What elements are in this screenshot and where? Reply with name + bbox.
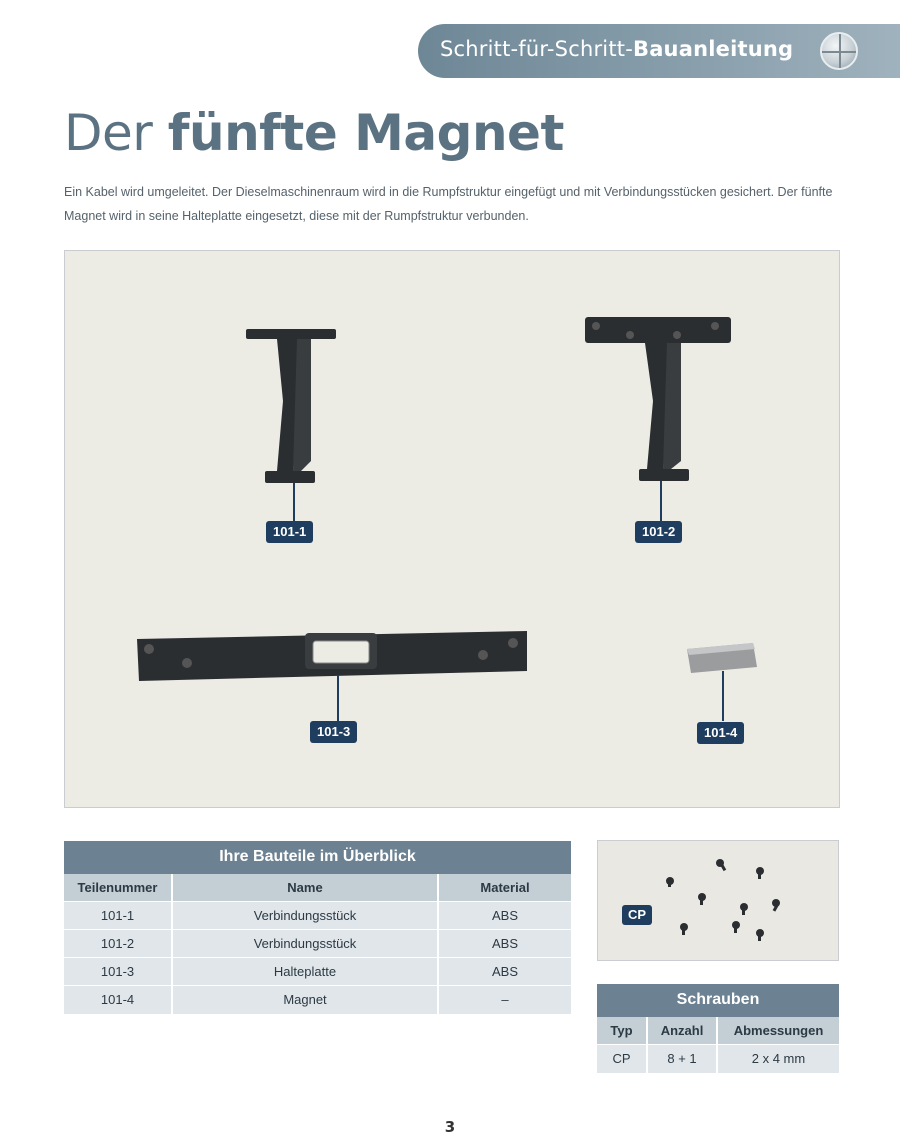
table-row	[64, 958, 571, 986]
part-number-cell: 101-4	[64, 986, 172, 1014]
part-number-cell: 101-3	[64, 958, 172, 986]
page-number: 3	[444, 1118, 456, 1136]
screw-icon	[666, 877, 674, 887]
part-material-cell: –	[438, 986, 571, 1014]
screw-icon	[680, 923, 688, 935]
screw-type-badge: CP	[622, 905, 652, 925]
screws-table-caption: Schrauben	[597, 984, 839, 1017]
section-header-title-bold: Bauanleitung	[632, 37, 794, 61]
screw-icon	[716, 859, 726, 871]
screw-dimensions-cell: 2 x 4 mm	[717, 1045, 839, 1073]
screw-count-cell: 8 + 1	[647, 1045, 717, 1073]
screw-icon	[698, 893, 706, 905]
page-title-bold: fünfte Magnet	[167, 104, 564, 162]
table-row	[64, 930, 571, 958]
screw-icon	[772, 899, 780, 912]
connector-101-1-shape	[246, 329, 336, 483]
screw-icon	[756, 867, 764, 879]
screws-illustration	[598, 841, 840, 962]
part-name-cell: Verbindungsstück	[172, 930, 438, 958]
part-material-cell: ABS	[438, 958, 571, 986]
globe-icon	[820, 32, 858, 70]
intro-text: Ein Kabel wird umgeleitet. Der Dieselmaschinenraum wird in die Rumpfstruktur eingefügt und mit Verbindungsstücken gesichert. Der fünfte Magnet wird in seine Halteplatte eingesetzt, diese mit der Rumpfstruktur verbunden.	[64, 185, 833, 223]
part-name-cell: Verbindungsstück	[172, 902, 438, 930]
screws-table	[597, 983, 839, 1073]
magnet-101-4-shape	[687, 643, 757, 673]
part-name-cell: Halteplatte	[172, 958, 438, 986]
section-header-title	[440, 37, 793, 61]
screw-icon	[756, 929, 764, 941]
table-row	[597, 1045, 839, 1073]
part-label-101-3: 101-3	[310, 721, 357, 743]
table-row	[64, 986, 571, 1014]
section-header-title-regular: Schritt-für-Schritt-	[440, 37, 633, 61]
part-number-cell: 101-1	[64, 902, 172, 930]
screws-photo	[597, 840, 839, 961]
screw-icon	[732, 921, 740, 933]
parts-table	[64, 840, 571, 1014]
part-label-101-4: 101-4	[697, 722, 744, 744]
parts-header-material: Material	[438, 874, 571, 902]
page-title	[64, 104, 564, 162]
screws-header-dimensions: Abmessungen	[717, 1017, 839, 1045]
screws-header-count: Anzahl	[647, 1017, 717, 1045]
part-number-cell: 101-2	[64, 930, 172, 958]
parts-header-number: Teilenummer	[64, 874, 172, 902]
part-material-cell: ABS	[438, 902, 571, 930]
part-name-cell: Magnet	[172, 986, 438, 1014]
table-row	[64, 902, 571, 930]
part-label-101-2: 101-2	[635, 521, 682, 543]
screw-icon	[740, 903, 748, 915]
part-label-101-1: 101-1	[266, 521, 313, 543]
screws-header-type: Typ	[597, 1017, 647, 1045]
page-title-light: Der	[64, 104, 153, 162]
plate-101-3-shape	[137, 631, 527, 681]
section-header-tab	[418, 24, 900, 78]
part-material-cell: ABS	[438, 930, 571, 958]
parts-header-name: Name	[172, 874, 438, 902]
connector-101-2-shape	[585, 317, 731, 481]
parts-table-caption: Ihre Bauteile im Überblick	[64, 841, 571, 874]
screw-type-cell: CP	[597, 1045, 647, 1073]
parts-photo	[64, 250, 840, 808]
